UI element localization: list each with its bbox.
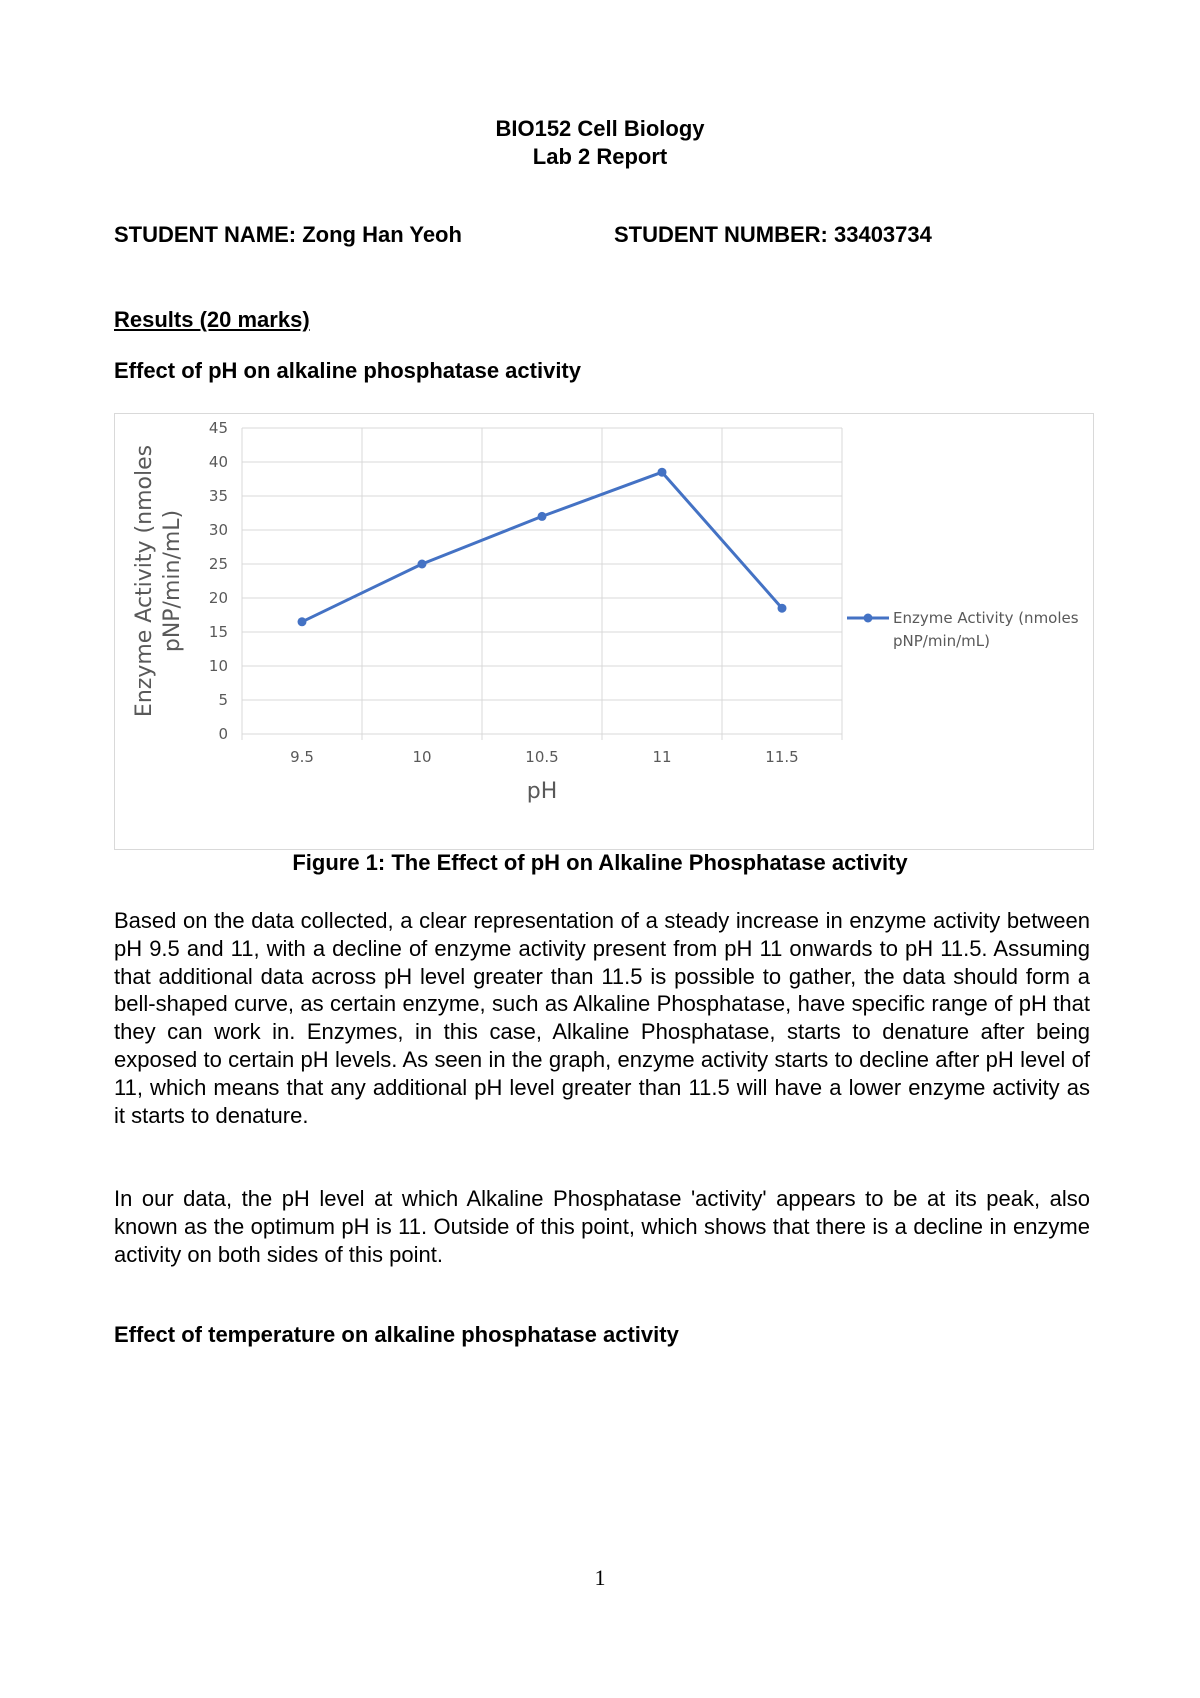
legend-label: Enzyme Activity (nmoles (893, 609, 1079, 627)
y-tick-label: 40 (208, 453, 228, 471)
series-line (302, 472, 782, 622)
results-heading: Results (20 marks) (114, 307, 310, 332)
figure-caption: Figure 1: The Effect of pH on Alkaline Phosphatase activity (292, 850, 908, 875)
course-title: BIO152 Cell Biology (495, 116, 705, 141)
report-title: Lab 2 Report (532, 144, 668, 169)
chart-grid (242, 428, 842, 740)
chart-legend (847, 609, 1079, 650)
page-number: 1 (594, 1565, 606, 1590)
x-tick-label: 9.5 (290, 748, 314, 766)
x-tick-label: 11.5 (765, 748, 799, 766)
x-tick-label: 10.5 (525, 748, 559, 766)
y-axis-title-line: pNP/min/mL) (160, 509, 185, 653)
y-tick-label: 45 (208, 419, 228, 437)
section-heading-ph: Effect of pH on alkaline phosphatase activity (114, 358, 581, 383)
data-point (538, 512, 547, 521)
legend-marker (864, 614, 873, 623)
data-point (418, 560, 427, 569)
paragraph-optimum: In our data, the pH level at which Alkaline Phosphatase 'activity' appears to be at its peak, also known as the optimum pH is 11. Outside of this point, which shows that there is a decline in enzyme activity on both sides of this point. (114, 1186, 1090, 1267)
x-tick-label: 11 (652, 748, 672, 766)
y-tick-label: 25 (208, 555, 228, 573)
y-tick-label: 20 (208, 589, 228, 607)
data-point (658, 468, 667, 477)
x-axis-title: pH (526, 779, 558, 804)
section-heading-temperature: Effect of temperature on alkaline phosphatase activity (114, 1322, 679, 1347)
y-axis-title (132, 445, 185, 717)
line-chart (115, 414, 1093, 849)
y-tick-label: 0 (218, 725, 228, 743)
y-tick-label: 35 (208, 487, 228, 505)
y-tick-label: 10 (208, 657, 228, 675)
y-tick-label: 5 (218, 691, 228, 709)
y-tick-label: 15 (208, 623, 228, 641)
student-number: STUDENT NUMBER: 33403734 (614, 222, 932, 247)
chart-ticks (209, 419, 799, 766)
x-tick-label: 10 (412, 748, 432, 766)
chart-series (298, 468, 787, 627)
legend-label: pNP/min/mL) (893, 632, 991, 650)
data-point (778, 604, 787, 613)
data-point (298, 617, 307, 626)
y-axis-title-line: Enzyme Activity (nmoles (132, 444, 157, 718)
student-name: STUDENT NAME: Zong Han Yeoh (114, 222, 462, 247)
chart-frame (114, 413, 1094, 850)
paragraph-analysis: Based on the data collected, a clear representation of a steady increase in enzyme activity between pH 9.5 and 11, with a decline of enzyme activity present from pH 11 onwards to pH 11.5. Assuming that additional data across pH level greater than 11.5 is possible to gather, the data should form a bell-shaped curve, as certain enzyme, such as Alkaline Phosphatase, have specific range of pH that they can work in. Enzymes, in this case, Alkaline Phosphatase, starts to denature after being exposed to certain pH levels. As seen in the graph, enzyme activity starts to decline after pH level of 11, which means that any additional pH level greater than 11.5 will have a lower enzyme activity as it starts to denature. (114, 908, 1090, 1128)
y-tick-label: 30 (208, 521, 228, 539)
